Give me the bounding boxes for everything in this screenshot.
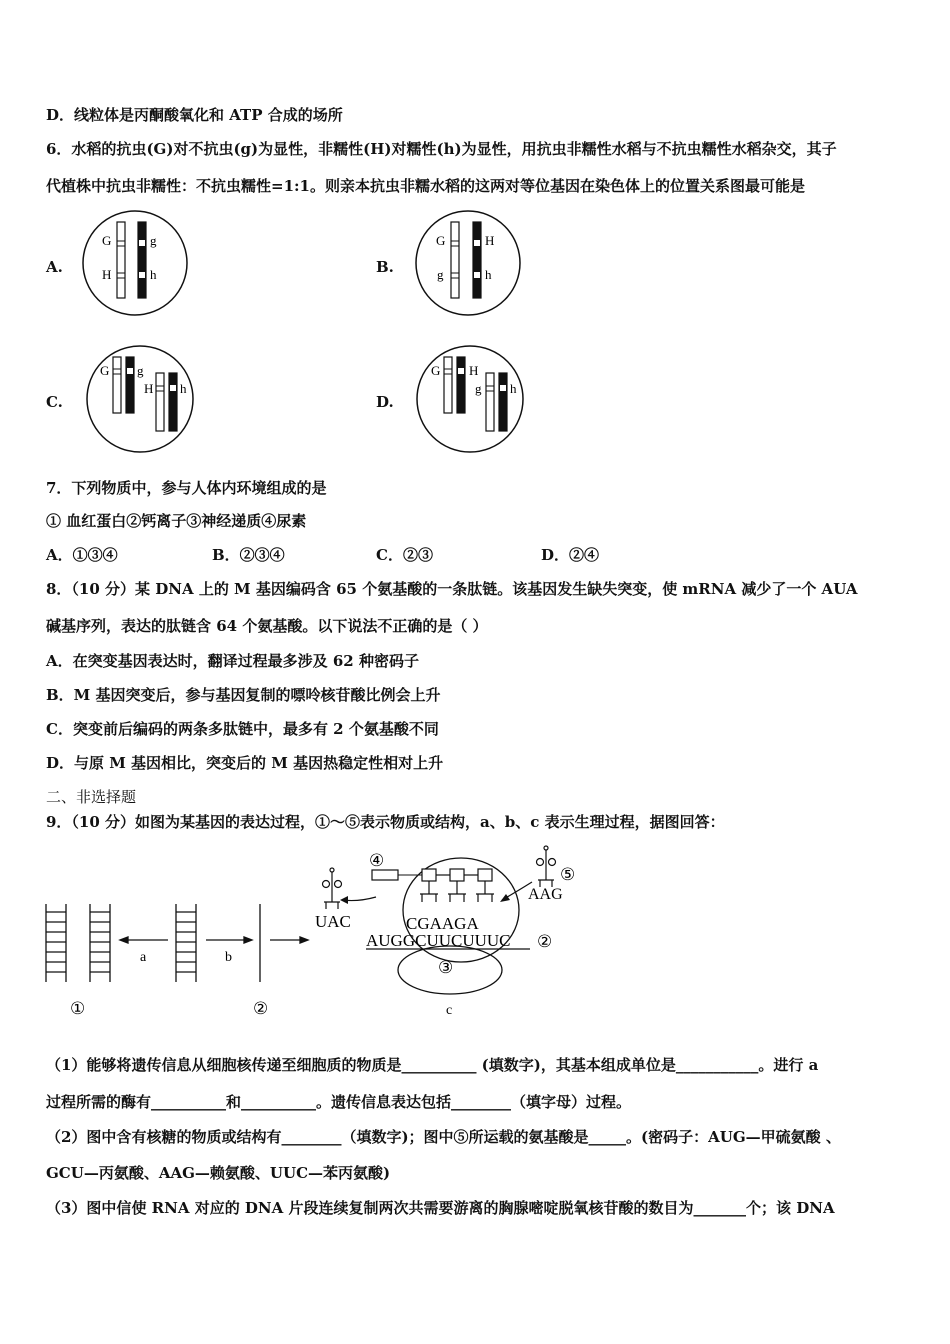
amino-acid-chain	[420, 869, 494, 902]
q8-option-a: A．在突变基因表达时，翻译过程最多涉及 62 种密码子	[46, 652, 419, 670]
gene-label-2: H	[485, 233, 495, 248]
anticodon-right: AAG	[528, 886, 563, 903]
label-num4: ④	[369, 851, 385, 870]
q6-option-b-diagram	[413, 208, 523, 318]
q8-option-c: C．突变前后编码的两条多肽链中，最多有 2 个氨基酸不同	[46, 720, 439, 738]
dna-ladders	[46, 904, 260, 982]
q8-option-b: B．M 基因突变后，参与基因复制的嘌呤核苷酸比例会上升	[46, 686, 441, 704]
gene-label-1: G	[102, 233, 112, 248]
gene-label-1: G	[100, 363, 110, 378]
q6-option-a-diagram	[80, 208, 190, 318]
q8-option-d: D．与原 M 基因相比，突变后的 M 基因热稳定性相对上升	[46, 754, 444, 772]
q8-stem-line2: 碱基序列，表达的肽链含 64 个氨基酸。以下说法不正确的是（ ）	[46, 617, 488, 635]
q9-part3-line1: （3）图中信使 RNA 对应的 DNA 片段连续复制两次共需要游离的胸腺嘧啶脱氧核苷酸的数目为_______个；该 DNA	[46, 1199, 835, 1217]
label-c: c	[446, 1003, 453, 1018]
gene-label-2: H	[469, 363, 479, 378]
gene-label-4: h	[485, 267, 492, 282]
label-num2-lower: ②	[253, 999, 269, 1018]
anticodon-left: UAC	[315, 912, 351, 931]
q6-option-c-label: C.	[46, 393, 63, 411]
q7-option-b: B．②③④	[212, 546, 285, 564]
q5-option-d: D．线粒体是丙酮酸氧化和 ATP 合成的场所	[46, 106, 343, 124]
gene-label-4: h	[150, 267, 157, 282]
q6-option-a-label: A.	[46, 258, 63, 276]
mrna-sequence: AUGGCUUCUUUC	[366, 931, 511, 950]
gene-label-2: g	[137, 363, 144, 378]
gene-label-3: H	[102, 267, 112, 282]
gene-label-3: H	[144, 381, 154, 396]
q9-part2-line2: GCU—丙氨酸、AAG—赖氨酸、UUC—苯丙氨酸)	[46, 1164, 391, 1182]
gene-label-4: h	[510, 381, 517, 396]
gene-label-2: g	[150, 233, 157, 248]
q6-option-b-label: B.	[376, 258, 394, 276]
label-num2: ②	[537, 932, 553, 951]
q9-stem: 9．（10 分）如图为某基因的表达过程，①～⑤表示物质或结构，a、b、c 表示生理过程，据图回答：	[46, 813, 725, 831]
trna-left	[323, 868, 342, 909]
q7-option-a: A．①③④	[46, 546, 118, 564]
polypeptide-chain	[372, 870, 398, 880]
label-num5: ⑤	[560, 865, 576, 884]
trna-right	[537, 846, 556, 887]
label-num3: ③	[438, 958, 454, 977]
gene-expression-diagram	[40, 842, 600, 1022]
q9-part1-line2: 过程所需的酶有__________和__________。遗传信息表达包括________（填字母）过程。	[46, 1093, 632, 1111]
q7-stem: 7．下列物质中，参与人体内环境组成的是	[46, 479, 327, 497]
label-b: b	[225, 950, 232, 965]
q6-option-c-diagram	[84, 343, 196, 455]
process-arrows	[120, 937, 308, 943]
q7-items: ① 血红蛋白②钙离子③神经递质④尿素	[46, 512, 307, 530]
q9-part2-line1: （2）图中含有核糖的物质或结构有________（填数字)；图中⑤所运载的氨基酸是_____。(密码子：AUG—甲硫氨酸 、	[46, 1128, 841, 1146]
q6-option-d-diagram	[414, 343, 526, 455]
section-heading: 二、非选择题	[46, 788, 137, 806]
q7-option-d: D．②④	[541, 546, 600, 564]
q9-part1-line1: （1）能够将遗传信息从细胞核传递至细胞质的物质是__________ (填数字)，其基本组成单位是___________。进行 a	[46, 1056, 819, 1074]
gene-label-4: h	[180, 381, 187, 396]
gene-label-1: G	[431, 363, 441, 378]
q8-stem-line1: 8．（10 分）某 DNA 上的 M 基因编码含 65 个氨基酸的一条肽链。该基因发生缺失突变，使 mRNA 减少了一个 AUA	[46, 580, 858, 598]
q6-option-d-label: D.	[376, 393, 394, 411]
label-a: a	[140, 950, 147, 965]
q7-option-c: C．②③	[376, 546, 433, 564]
trna-sequence: CGAAGA	[406, 914, 479, 933]
q6-stem-line2: 代植株中抗虫非糯性：不抗虫糯性=1:1。则亲本抗虫非糯水稻的这两对等位基因在染色体上的位置关系图最可能是	[46, 177, 805, 195]
label-num1: ①	[70, 999, 86, 1018]
gene-label-3: g	[437, 267, 444, 282]
q6-stem-line1: 6．水稻的抗虫(G)对不抗虫(g)为显性，非糯性(H)对糯性(h)为显性，用抗虫非糯性水稻与不抗虫糯性水稻杂交，其子	[46, 140, 837, 158]
gene-label-3: g	[475, 381, 482, 396]
gene-label-1: G	[436, 233, 446, 248]
